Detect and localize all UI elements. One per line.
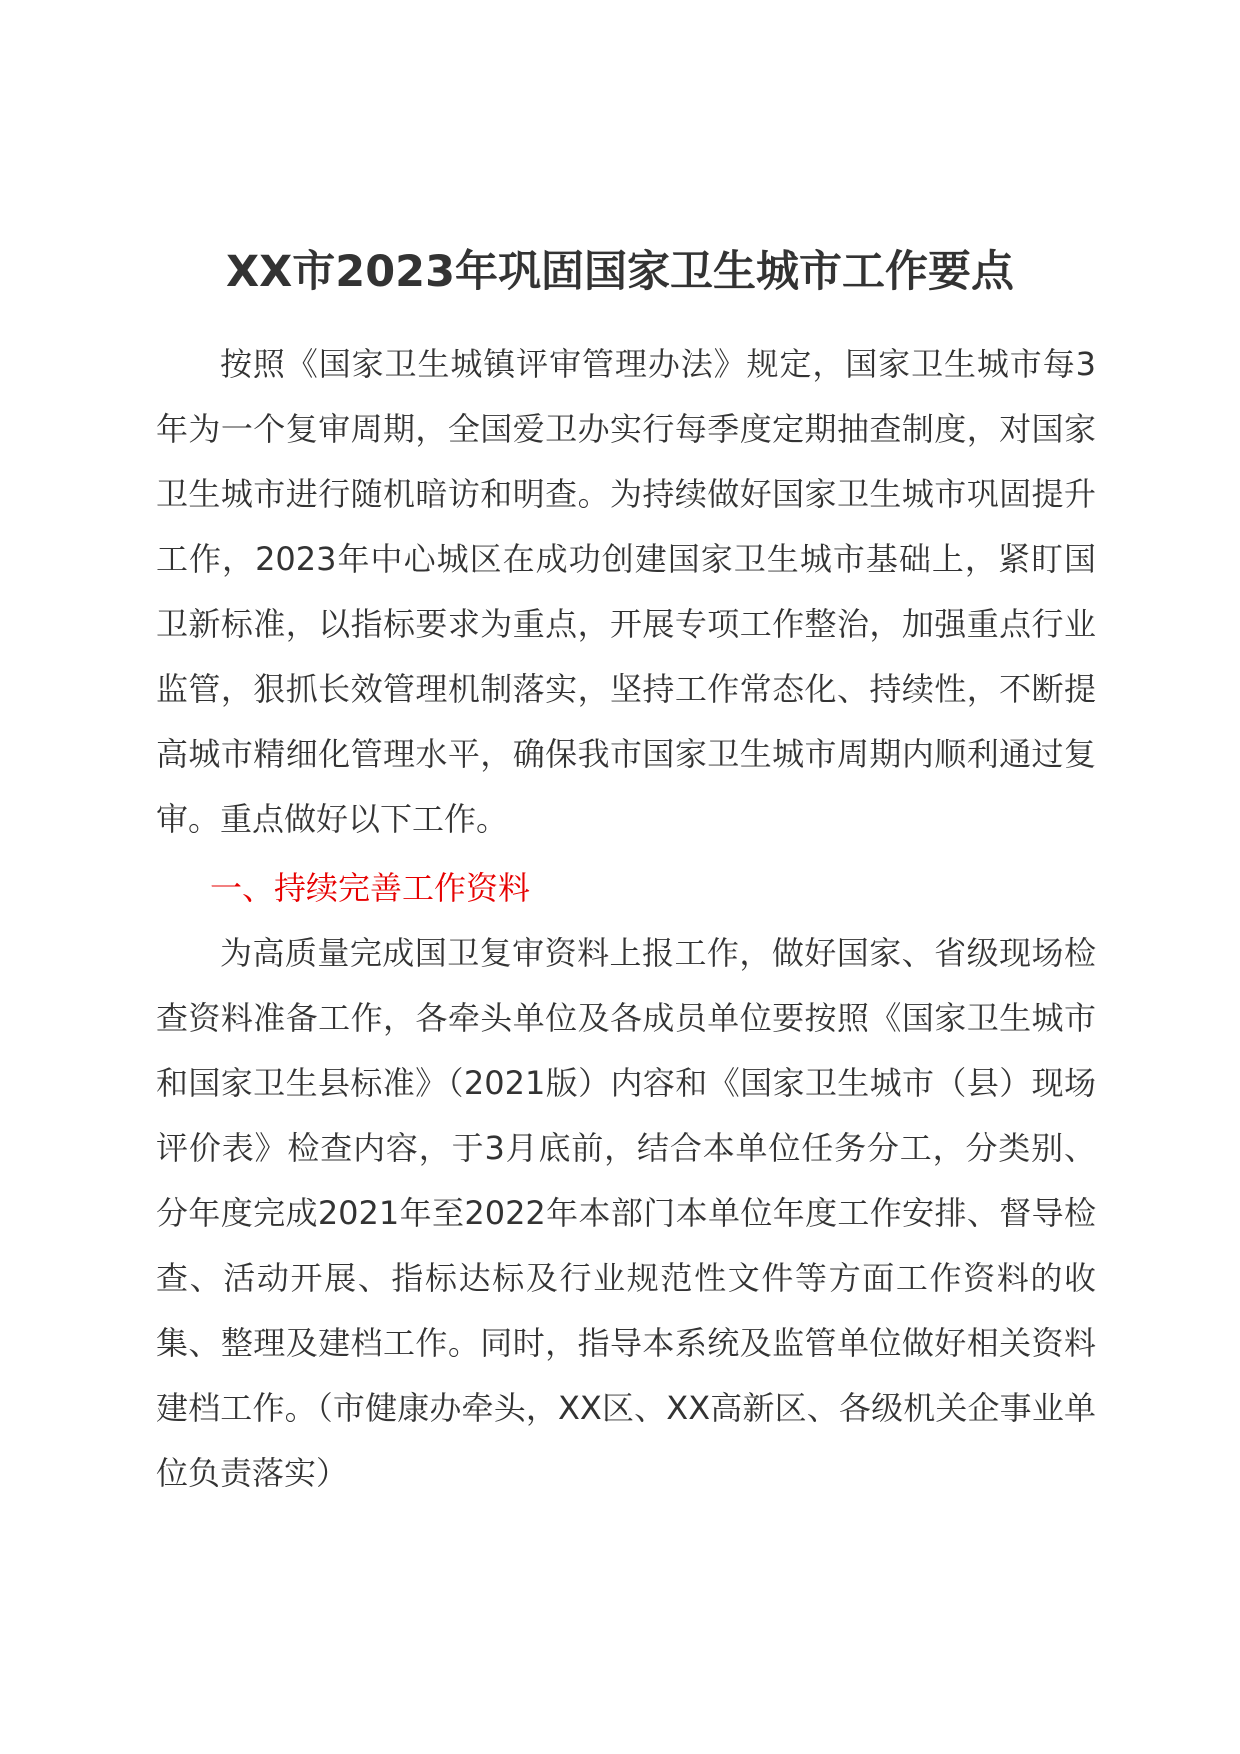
intro-paragraph: 按照《国家卫生城镇评审管理办法》规定，国家卫生城市每3年为一个复审周期，全国爱卫办实行每季度定期抽查制度，对国家卫生城市进行随机暗访和明查。为持续做好国家卫生城市巩固提升工作，2023年中心城区在成功创建国家卫生城市基础上，紧盯国卫新标准，以指标要求为重点，开展专项工作整治，加强重点行业监管，狠抓长效管理机制落实，坚持工作常态化、持续性，不断提高城市精细化管理水平，确保我市国家卫生城市周期内顺利通过复审。重点做好以下工作。 xyxy=(156,345,1096,838)
section-1-paragraph: 为高质量完成国卫复审资料上报工作，做好国家、省级现场检查资料准备工作，各牵头单位及各成员单位要按照《国家卫生城市和国家卫生县标准》（2021版）内容和《国家卫生城市（县）现场评价表》检查内容，于3月底前，结合本单位任务分工，分类别、分年度完成2021年至2022年本部门本单位年度工作安排、督导检查、活动开展、指标达标及行业规范性文件等方面工作资料的收集、整理及建档工作。同时，指导本系统及监管单位做好相关资料建档工作。（市健康办牵头，XX区、XX高新区、各级机关企事业单位负责落实） xyxy=(156,934,1096,1492)
section-heading-1: 一、持续完善工作资料 xyxy=(210,869,531,907)
document-title: XX市2023年巩固国家卫生城市工作要点 xyxy=(226,247,1014,297)
